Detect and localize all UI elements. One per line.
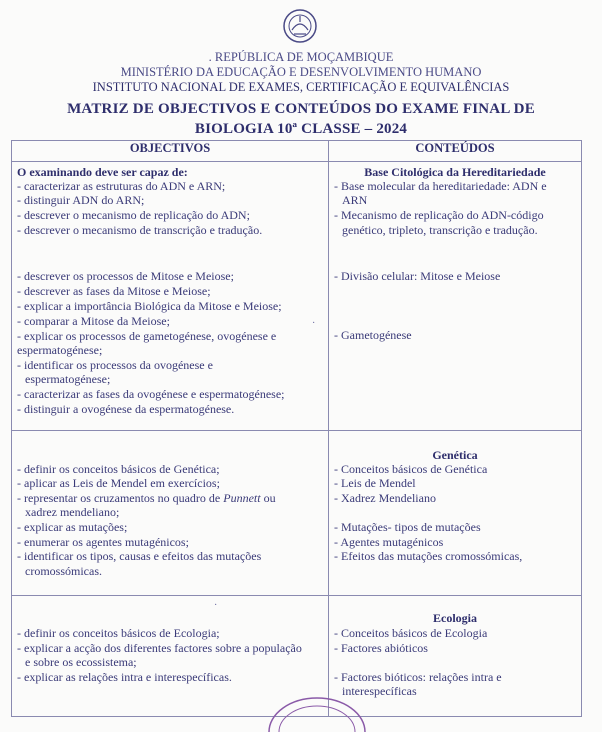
- list-item: - Divisão celular: Mitose e Meiose: [334, 269, 501, 283]
- list-item: - Factores abióticos: [334, 641, 428, 655]
- list-item: xadrez mendeliano;: [25, 505, 120, 519]
- header-ministry: MINISTÉRIO DA EDUCAÇÃO E DESENVOLVIMENTO HUMANO: [120, 65, 482, 79]
- list-item: espermatogénese;: [17, 343, 103, 357]
- list-item: - Xadrez Mendeliano: [334, 491, 436, 505]
- stray-mark-icon: ·: [214, 600, 218, 611]
- list-item: espermatogénese;: [25, 372, 111, 386]
- list-item: - enumerar os agentes mutagénicos;: [17, 535, 189, 549]
- list-item: - comparar a Mitose da Meiose;: [17, 314, 170, 328]
- list-item: - Efeitos das mutações cromossómicas,: [334, 549, 523, 563]
- list-item: - Factores bióticos: relações intra e: [334, 670, 502, 684]
- list-item: - descrever as fases da Mitose e Meiose;: [17, 284, 211, 298]
- objectives-intro: O examinando deve ser capaz de:: [17, 165, 188, 179]
- section2-objectives-cell: [12, 431, 329, 596]
- header-republic: . REPÚBLICA DE MOÇAMBIQUE: [208, 50, 394, 64]
- table-row: [12, 431, 582, 596]
- document-title-line2: BIOLOGIA 10ª CLASSE – 2024: [194, 121, 408, 137]
- list-item: - Mutações- tipos de mutações: [334, 520, 481, 534]
- list-item: - explicar a importância Biológica da Mitose e Meiose;: [17, 299, 282, 313]
- list-item: - representar os cruzamentos no quadro de Punnett ou: [17, 491, 276, 505]
- section-heading-citologia: Base Citológica da Hereditariedade: [364, 165, 546, 179]
- list-item: ARN: [342, 193, 368, 207]
- list-item: genético, tripleto, transcrição e tradução.: [342, 223, 538, 237]
- official-seal-icon: [262, 692, 372, 732]
- list-item: - caracterizar as fases da ovogénese e espermatogénese;: [17, 387, 285, 401]
- list-item: cromossómicas.: [25, 564, 102, 578]
- list-item: - descrever o mecanismo de transcrição e tradução.: [17, 223, 263, 237]
- list-item: - descrever os processos de Mitose e Meiose;: [17, 269, 234, 283]
- list-item: - Leis de Mendel: [334, 476, 416, 490]
- table-row: [12, 162, 582, 431]
- section1-contents-cell: [329, 162, 582, 431]
- punnett-term: Punnett: [223, 491, 261, 505]
- list-item: e sobre os ecossistema;: [25, 655, 137, 669]
- national-emblem-icon: [282, 8, 318, 44]
- section-heading-genetica: Genética: [432, 448, 478, 462]
- list-item: - Base molecular da hereditariedade: ADN e: [334, 179, 547, 193]
- list-item: - identificar os processos da ovogénese e: [17, 358, 213, 372]
- column-header-contents: CONTEÚDOS: [329, 141, 582, 162]
- column-header-objectives: OBJECTIVOS: [12, 141, 329, 162]
- list-item: - Conceitos básicos de Ecologia: [334, 626, 488, 640]
- list-item: - explicar a acção dos diferentes factores sobre a população: [17, 641, 302, 655]
- section-heading-ecologia: Ecologia: [433, 611, 477, 625]
- section1-objectives-cell: [12, 162, 329, 431]
- list-item: - aplicar as Leis de Mendel em exercícios;: [17, 476, 220, 490]
- list-item: - distinguir a ovogénese da espermatogénese.: [17, 402, 235, 416]
- objectives-contents-table: [11, 140, 582, 717]
- list-item: - explicar os processos de gametogénese, ovogénese e: [17, 329, 277, 343]
- list-item: - Mecanismo de replicação do ADN-código: [334, 208, 544, 222]
- section2-contents-cell: [329, 431, 582, 596]
- list-item: - identificar os tipos, causas e efeitos das mutações: [17, 549, 262, 563]
- list-item: - distinguir ADN do ARN;: [17, 193, 145, 207]
- header-institute: INSTITUTO NACIONAL DE EXAMES, CERTIFICAÇÃO E EQUIVALÊNCIAS: [92, 80, 510, 94]
- stray-mark-icon: ·: [312, 318, 316, 329]
- list-item: - definir os conceitos básicos de Ecologia;: [17, 626, 220, 640]
- list-item: - descrever o mecanismo de replicação do ADN;: [17, 208, 250, 222]
- list-item: - Gametogénese: [334, 328, 412, 342]
- document-title-line1: MATRIZ DE OBJECTIVOS E CONTEÚDOS DO EXAME FINAL DE: [67, 101, 535, 117]
- list-item: - definir os conceitos básicos de Genética;: [17, 462, 220, 476]
- list-item: - explicar as relações intra e interespecíficas.: [17, 670, 232, 684]
- list-item: - Agentes mutagénicos: [334, 535, 444, 549]
- list-item: - Conceitos básicos de Genética: [334, 462, 488, 476]
- list-item: - caracterizar as estruturas do ADN e ARN;: [17, 179, 226, 193]
- list-item: - explicar as mutações;: [17, 520, 128, 534]
- list-item: interespecíficas: [342, 684, 417, 698]
